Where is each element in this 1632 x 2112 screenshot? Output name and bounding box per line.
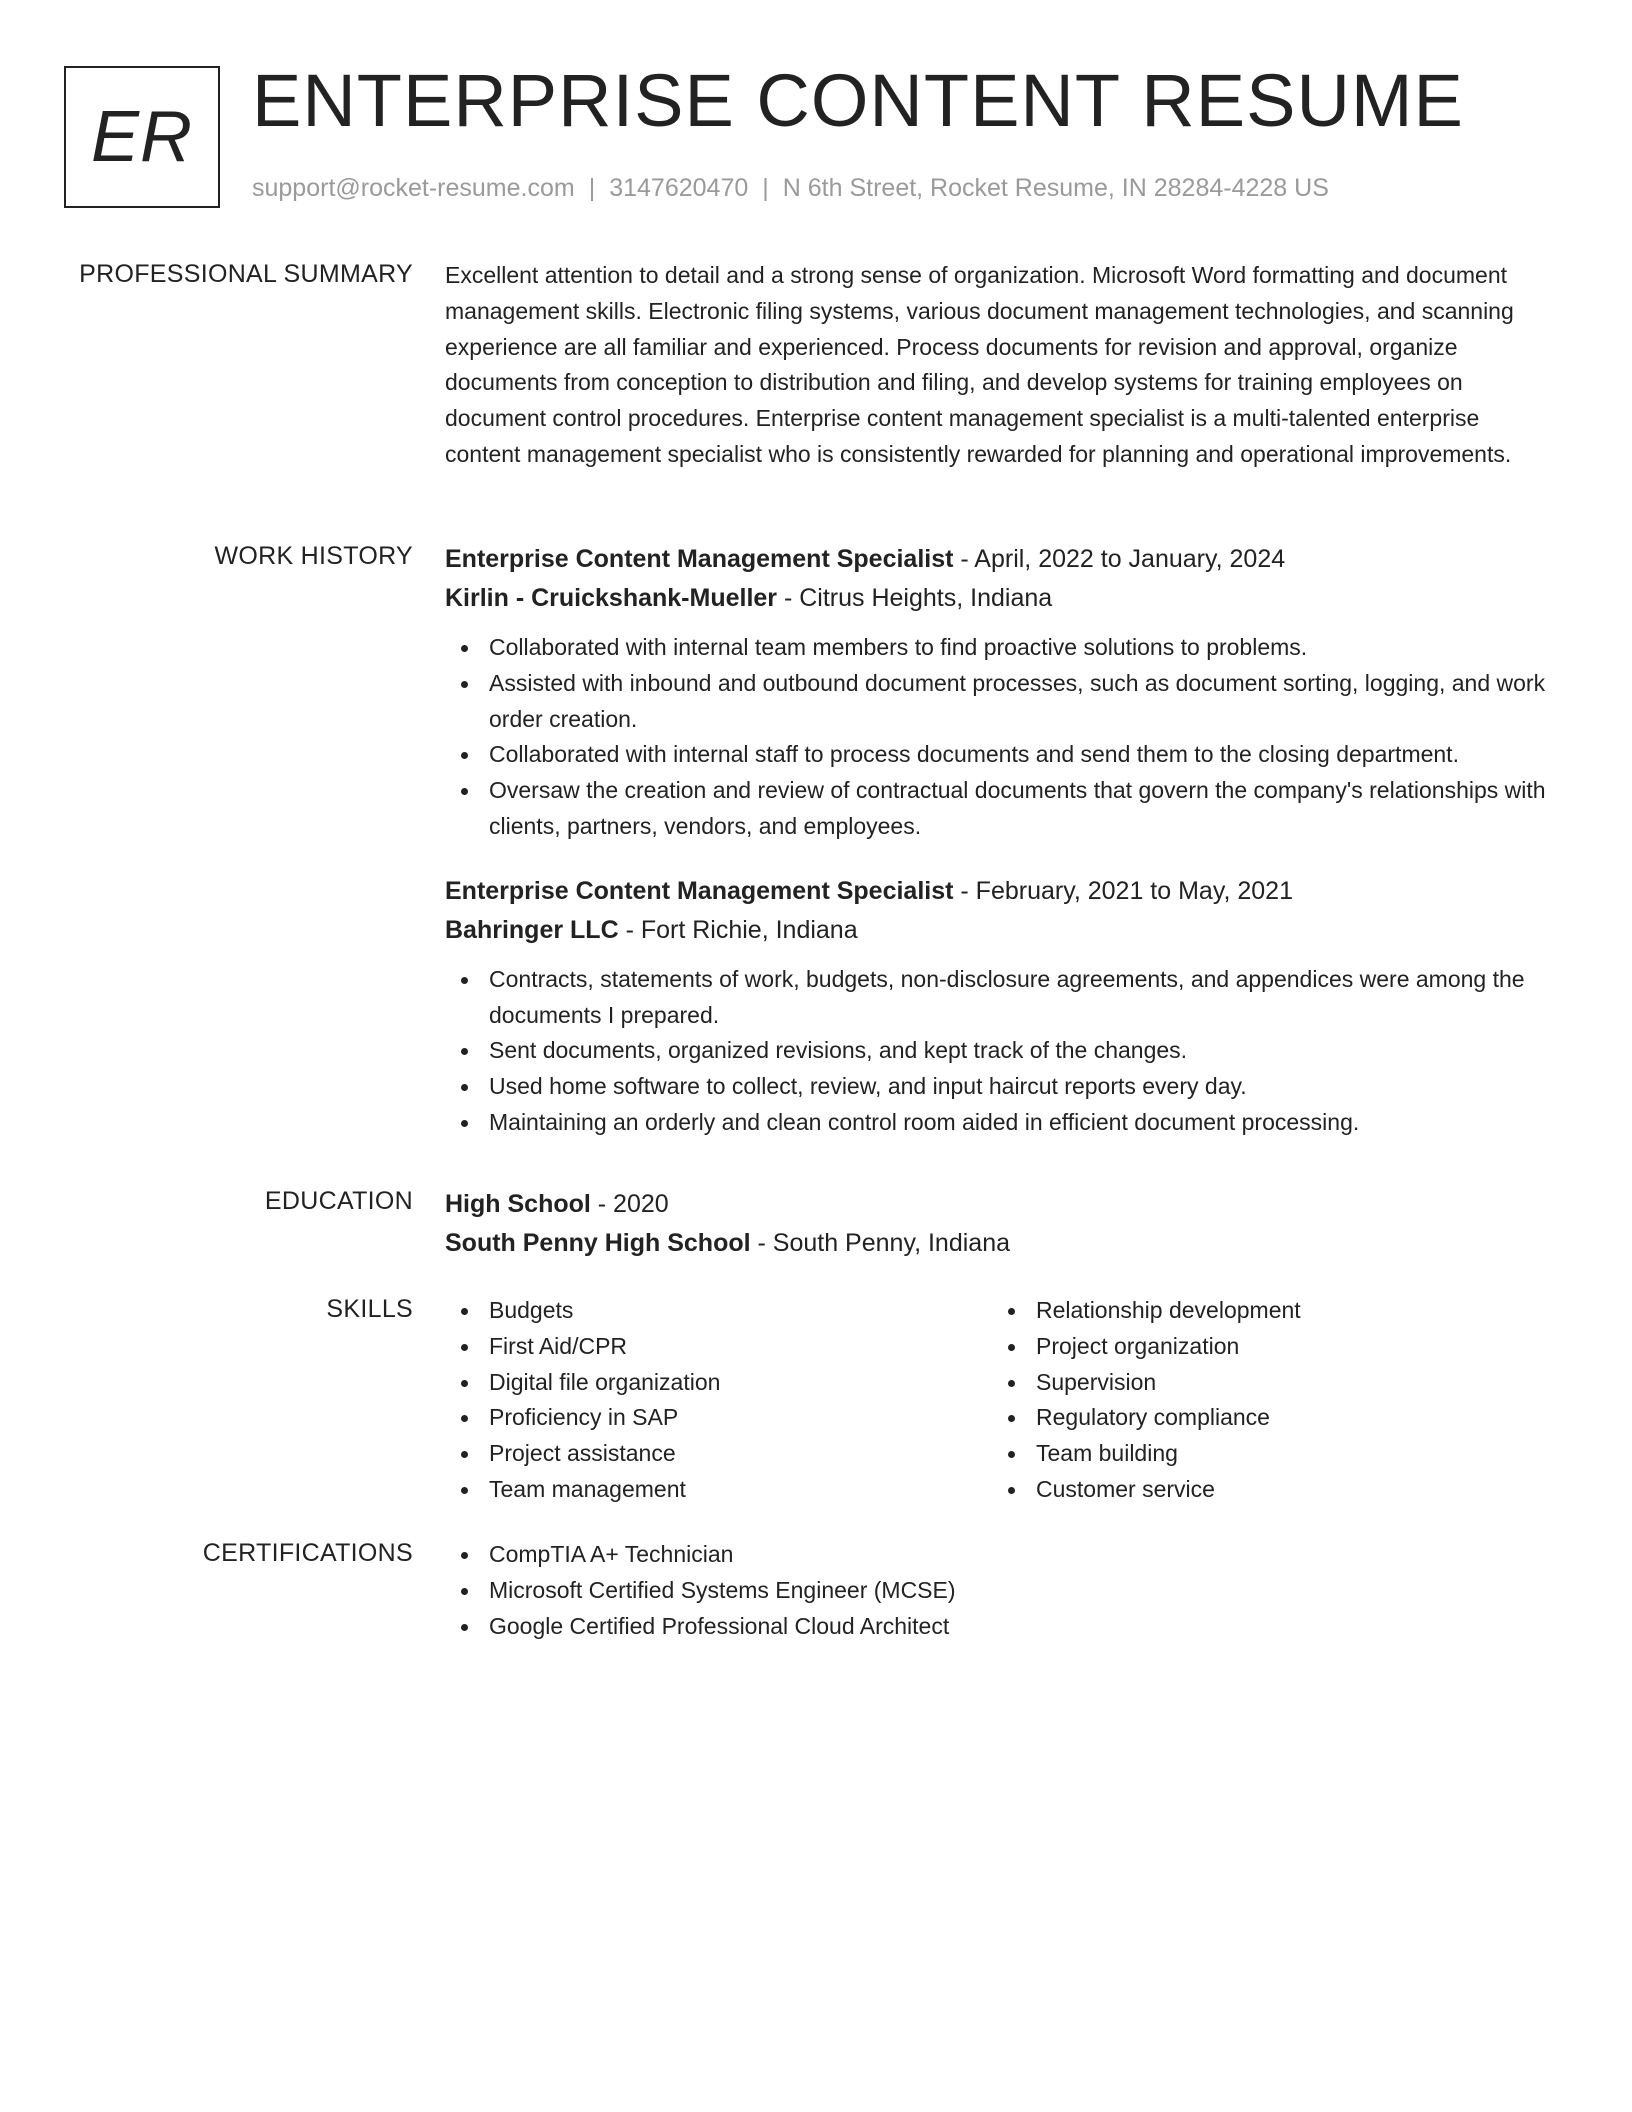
- job-dates: - April, 2022 to January, 2024: [953, 545, 1286, 573]
- job-bullet: Contracts, statements of work, budgets, non-disclosure agreements, and appendices were among the documents I prepared.: [445, 962, 1555, 1034]
- job-bullet: Maintaining an orderly and clean control room aided in efficient document processing.: [445, 1105, 1555, 1141]
- education-school-line: [445, 1224, 1555, 1263]
- certification-item: CompTIA A+ Technician: [445, 1537, 1555, 1573]
- skill-item: Project assistance: [445, 1436, 992, 1472]
- skill-item: Budgets: [445, 1293, 992, 1329]
- contact-separator: |: [762, 174, 769, 202]
- education-year: - 2020: [590, 1190, 669, 1218]
- job-bullet: Assisted with inbound and outbound document processes, such as document sorting, logging, and work order creation.: [445, 666, 1555, 738]
- job-company: Bahringer LLC: [445, 915, 619, 944]
- job-bullet: Used home software to collect, review, and input haircut reports every day.: [445, 1069, 1555, 1105]
- contact-phone[interactable]: 3147620470: [609, 174, 749, 202]
- job-title: Enterprise Content Management Specialist: [445, 545, 954, 573]
- resume-name: ENTERPRISE CONTENT RESUME: [252, 59, 1464, 142]
- job-entry: [445, 540, 1555, 845]
- skills-column-left: [445, 1293, 992, 1508]
- section-label: PROFESSIONAL SUMMARY: [79, 260, 413, 288]
- skill-item: First Aid/CPR: [445, 1329, 992, 1365]
- job-bullets: [445, 962, 1555, 1141]
- skill-item: Project organization: [992, 1329, 1539, 1365]
- monogram-logo: [64, 66, 220, 208]
- skill-item: Team building: [992, 1436, 1539, 1472]
- certification-item: Microsoft Certified Systems Engineer (MCSE): [445, 1573, 1555, 1609]
- job-location: - Citrus Heights, Indiana: [777, 584, 1053, 612]
- job-bullet: Collaborated with internal staff to process documents and send them to the closing department.: [445, 737, 1555, 773]
- skill-item: Proficiency in SAP: [445, 1400, 992, 1436]
- job-location: - Fort Richie, Indiana: [618, 915, 858, 944]
- job-company-line: [445, 911, 1555, 950]
- job-bullet: Oversaw the creation and review of contractual documents that govern the company's relationships with clients, partners, vendors, and employees.: [445, 773, 1555, 845]
- skills-column-right: [992, 1293, 1539, 1508]
- job-bullet: Sent documents, organized revisions, and kept track of the changes.: [445, 1033, 1555, 1069]
- contact-address: N 6th Street, Rocket Resume, IN 28284-4228 US: [782, 174, 1329, 202]
- section-label: WORK HISTORY: [214, 542, 413, 570]
- skill-item: Team management: [445, 1472, 992, 1508]
- contact-email[interactable]: support@rocket-resume.com: [252, 174, 575, 202]
- skill-item: Supervision: [992, 1365, 1539, 1401]
- skills-list: [445, 1293, 1555, 1508]
- education-entry: [445, 1185, 1555, 1263]
- job-title: Enterprise Content Management Specialist: [445, 876, 954, 905]
- job-company-line: [445, 579, 1555, 618]
- job-bullet: Collaborated with internal team members to find proactive solutions to problems.: [445, 630, 1555, 666]
- section-label: EDUCATION: [264, 1187, 413, 1215]
- section-label: SKILLS: [326, 1295, 413, 1323]
- job-bullets: [445, 630, 1555, 845]
- education-school: South Penny High School: [445, 1229, 751, 1257]
- job-company: Kirlin - Cruickshank-Mueller: [445, 584, 778, 612]
- section-label: CERTIFICATIONS: [202, 1539, 413, 1567]
- job-title-line: [445, 872, 1555, 911]
- job-entry: [445, 872, 1555, 1141]
- education-degree-line: [445, 1185, 1555, 1224]
- skill-item: Regulatory compliance: [992, 1400, 1539, 1436]
- work-history-list: [445, 540, 1555, 1141]
- skill-item: Digital file organization: [445, 1365, 992, 1401]
- contact-separator: |: [588, 174, 596, 202]
- certifications-list: [445, 1537, 1555, 1644]
- skill-item: Relationship development: [992, 1293, 1539, 1329]
- summary-text: Excellent attention to detail and a strong sense of organization. Microsoft Word formatting and document management skills. Electronic filing systems, various document management technologies, and scanning experience are all familiar and experienced. Process documents for revision and approval, organize documents from conception to distribution and filing, and develop systems for training employees on document control procedures. Enterprise content management specialist is a multi-talented enterprise content management specialist who is consistently rewarded for planning and operational improvements.: [445, 262, 1514, 467]
- monogram-initials: ER: [90, 97, 194, 177]
- education-location: - South Penny, Indiana: [750, 1229, 1010, 1257]
- skill-item: Customer service: [992, 1472, 1539, 1508]
- certification-item: Google Certified Professional Cloud Architect: [445, 1609, 1555, 1645]
- education-degree: High School: [445, 1190, 591, 1218]
- contact-line: [252, 174, 1329, 203]
- job-title-line: [445, 540, 1555, 579]
- job-dates: - February, 2021 to May, 2021: [953, 876, 1293, 905]
